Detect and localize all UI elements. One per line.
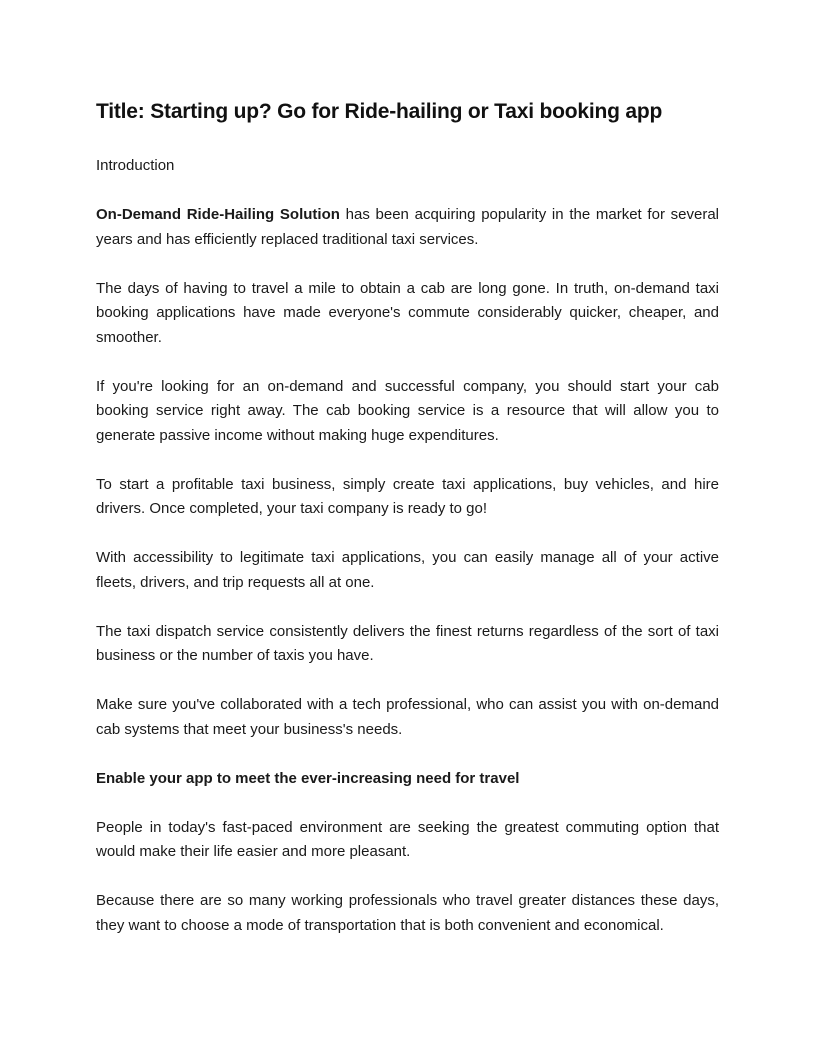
paragraph-4: To start a profitable taxi business, simply create taxi applications, buy vehicles, and hire drivers. Once completed, your taxi company is ready to go! xyxy=(96,475,719,517)
paragraph-7: Make sure you've collaborated with a tech professional, who can assist you with on-demand cab systems that meet your business's needs. xyxy=(96,696,719,738)
paragraph-9: Because there are so many working professionals who travel greater distances these days, they want to choose a mode of transportation that is both convenient and economical. xyxy=(96,892,719,934)
paragraph-2: The days of having to travel a mile to obtain a cab are long gone. In truth, on-demand taxi booking applications have made everyone's commute considerably quicker, cheaper, and smoother. xyxy=(96,279,719,346)
introduction-label: Introduction xyxy=(96,157,175,174)
section-heading: Enable your app to meet the ever-increasing need for travel xyxy=(96,769,520,787)
paragraph-1-bold-lead: On-Demand Ride-Hailing Solution xyxy=(96,206,340,223)
document-page xyxy=(96,96,719,938)
paragraph-5: With accessibility to legitimate taxi applications, you can easily manage all of your active fleets, drivers, and trip requests all at one. xyxy=(96,549,719,591)
paragraph-8: People in today's fast-paced environment are seeking the greatest commuting option that would make their life easier and more pleasant. xyxy=(96,818,719,860)
paragraph-6: The taxi dispatch service consistently delivers the finest returns regardless of the sort of taxi business or the number of taxis you have. xyxy=(96,622,719,664)
paragraph-3: If you're looking for an on-demand and successful company, you should start your cab booking service right away. The cab booking service is a resource that will allow you to generate passive income without making huge expenditures. xyxy=(96,377,719,444)
paragraph-1-text: has been acquiring popularity in the market for several years and has efficiently replaced traditional taxi services. xyxy=(96,206,720,248)
paragraph-1 xyxy=(96,203,719,252)
document-title: Title: Starting up? Go for Ride-hailing or Taxi booking app xyxy=(96,100,663,123)
